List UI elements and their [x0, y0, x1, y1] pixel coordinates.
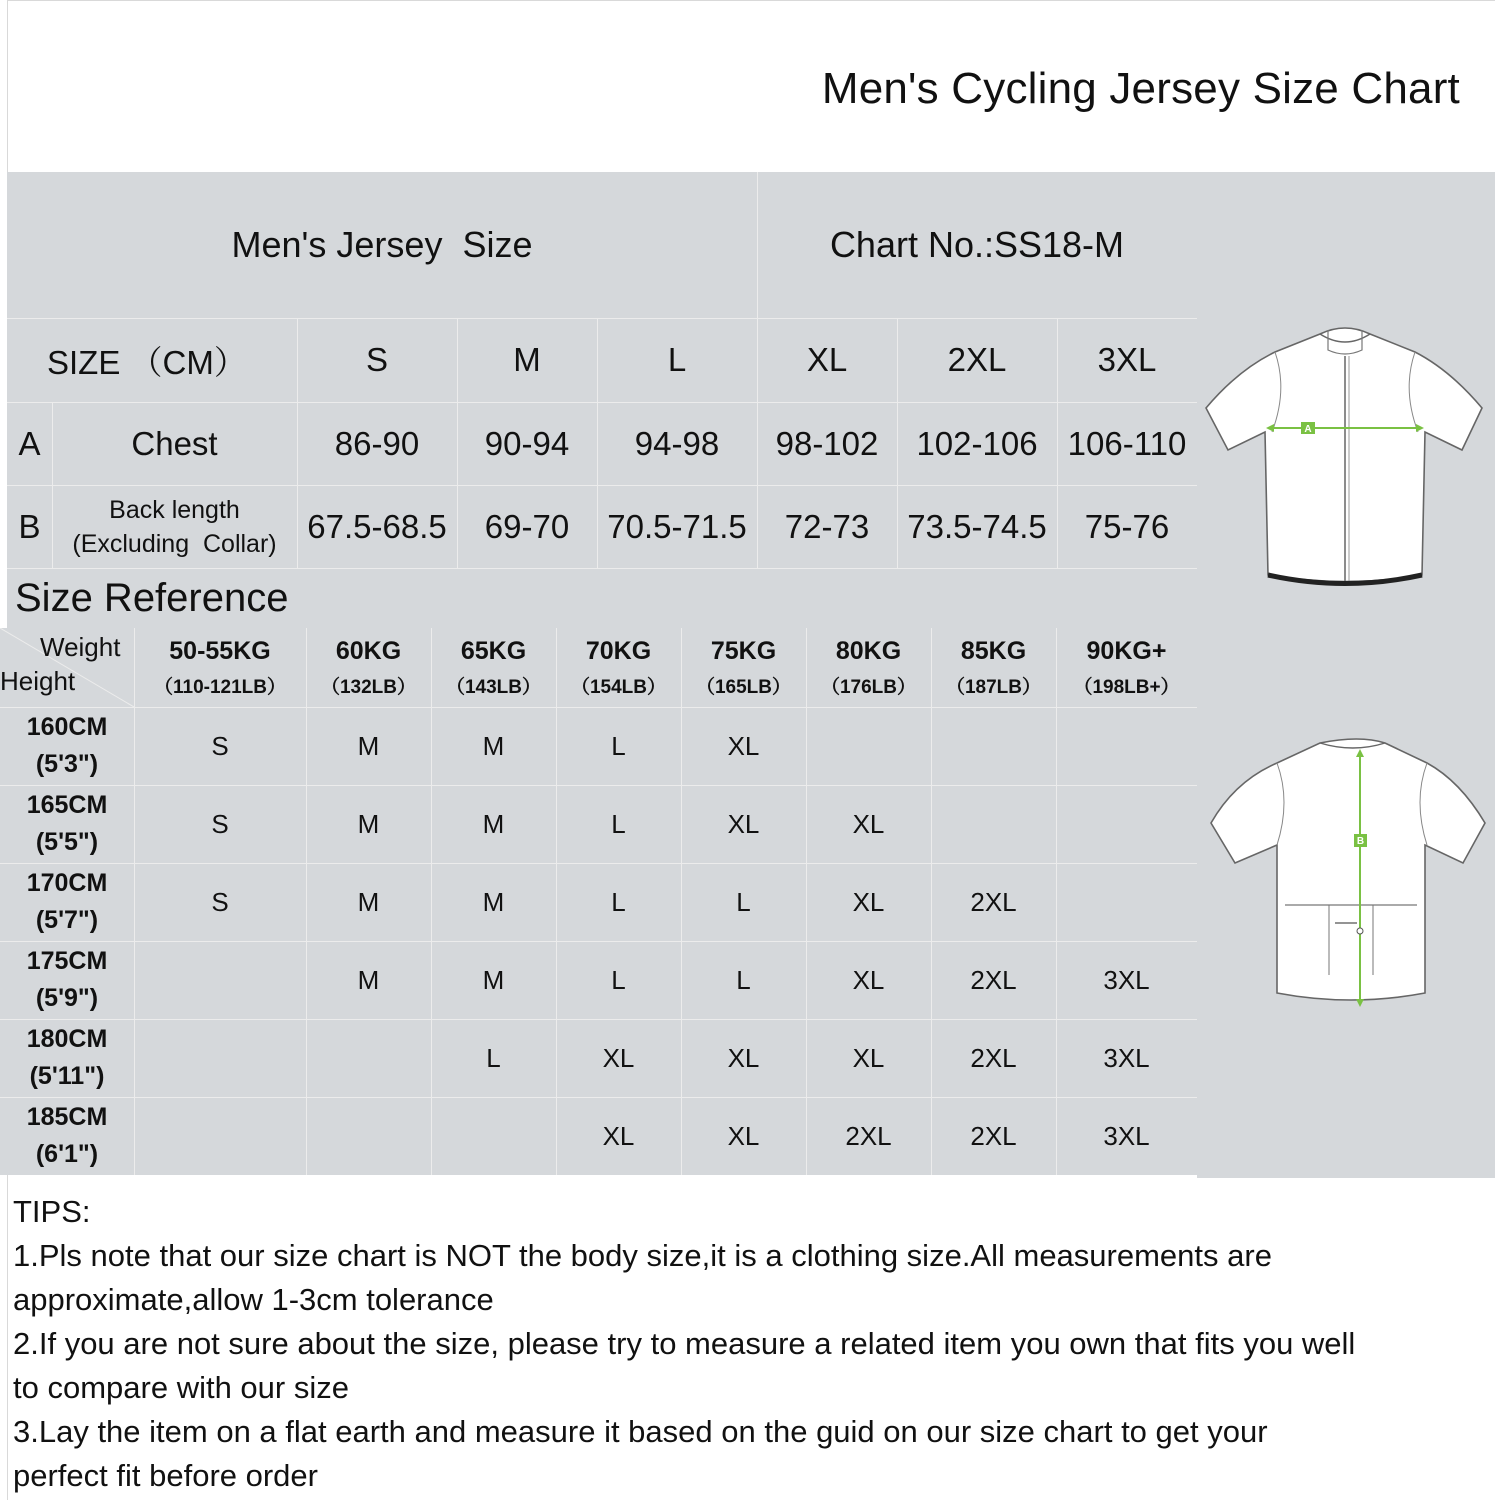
measure-value: 69-70	[484, 507, 570, 545]
weight-lb: （176LB）	[820, 676, 917, 698]
height-cm: 185CM	[26, 1103, 108, 1131]
tips-line: 3.Lay the item on a flat earth and measure it based on the guid on our size chart to get your	[13, 1414, 1268, 1449]
reference-size-cell: L	[611, 808, 626, 839]
reference-size-cell: L	[736, 886, 751, 917]
measure-label-line: (Excluding Collar)	[72, 529, 277, 558]
reference-size-cell: L	[611, 886, 626, 917]
reference-size-cell: XL	[852, 886, 885, 917]
reference-size-cell: M	[482, 808, 505, 839]
size-reference-title: Size Reference	[15, 575, 289, 620]
weight-lb: （110-121LB）	[153, 676, 286, 698]
jersey-front-diagram	[1200, 320, 1490, 595]
tips-line: approximate,allow 1-3cm tolerance	[13, 1282, 494, 1317]
reference-size-cell: L	[611, 964, 626, 995]
reference-size-cell: 2XL	[970, 886, 1017, 917]
reference-size-cell: 3XL	[1103, 1120, 1150, 1151]
reference-size-cell: S	[211, 808, 229, 839]
measure-value: 90-94	[484, 424, 570, 462]
grid-line	[7, 568, 1197, 569]
front-marker-label: A	[1304, 424, 1312, 435]
height-ft: (5'3")	[35, 750, 99, 778]
jersey-size-heading: Men's Jersey Size	[231, 224, 533, 265]
weight-kg: 85KG	[960, 636, 1027, 665]
reference-size-cell	[806, 707, 931, 785]
weight-header	[134, 628, 306, 707]
measure-value: 102-106	[916, 424, 1038, 462]
measure-value: 67.5-68.5	[307, 507, 447, 545]
reference-size-cell: M	[357, 808, 380, 839]
reference-size-cell: L	[486, 1042, 501, 1073]
height-cm: 180CM	[26, 1025, 108, 1053]
reference-size-cell: 2XL	[970, 1120, 1017, 1151]
weight-kg: 65KG	[460, 636, 527, 665]
measure-key: B	[18, 507, 41, 545]
weight-lb: （143LB）	[445, 676, 542, 698]
height-cm: 175CM	[26, 947, 108, 975]
tips-line: perfect fit before order	[13, 1458, 318, 1493]
reference-size-cell: M	[482, 730, 505, 761]
weight-lb: （132LB）	[320, 676, 417, 698]
weight-lb: （154LB）	[570, 676, 667, 698]
height-cm: 160CM	[26, 713, 108, 741]
reference-size-cell: L	[611, 730, 626, 761]
height-label	[0, 1097, 134, 1175]
reference-size-cell	[1056, 863, 1197, 941]
size-header: XL	[806, 341, 848, 378]
measure-value: 70.5-71.5	[607, 507, 747, 545]
reference-size-cell: S	[211, 730, 229, 761]
size-header: L	[667, 341, 687, 378]
weight-lb: （198LB+）	[1073, 676, 1180, 698]
measure-value: 72-73	[784, 507, 870, 545]
size-label: SIZE （CM）	[47, 343, 247, 381]
reference-size-cell: XL	[852, 964, 885, 995]
measure-value: 94-98	[634, 424, 720, 462]
reference-size-cell	[306, 1019, 431, 1097]
tips-line: 2.If you are not sure about the size, please try to measure a related item you own that fits you well	[13, 1326, 1356, 1361]
tips-line: to compare with our size	[13, 1370, 349, 1405]
reference-size-cell	[931, 707, 1056, 785]
reference-size-cell: 2XL	[970, 1042, 1017, 1073]
reference-size-cell: 2XL	[845, 1120, 892, 1151]
weight-header	[556, 628, 681, 707]
weight-header	[1056, 628, 1197, 707]
size-header: M	[513, 341, 541, 378]
reference-size-cell	[1056, 785, 1197, 863]
reference-size-cell: XL	[727, 1120, 760, 1151]
reference-size-cell: XL	[727, 730, 760, 761]
weight-kg: 75KG	[710, 636, 777, 665]
height-axis-label: Height	[0, 665, 76, 696]
measure-value: 106-110	[1067, 424, 1187, 462]
measure-value: 73.5-74.5	[907, 507, 1047, 545]
weight-kg: 50-55KG	[169, 636, 271, 665]
tips-line: 1.Pls note that our size chart is NOT the body size,it is a clothing size.All measurements are	[13, 1238, 1272, 1273]
weight-kg: 60KG	[335, 636, 402, 665]
reference-size-cell: XL	[602, 1042, 635, 1073]
reference-size-cell: XL	[852, 808, 885, 839]
page-title: Men's Cycling Jersey Size Chart	[821, 64, 1460, 113]
reference-size-cell: XL	[727, 1042, 760, 1073]
reference-size-cell: 3XL	[1103, 964, 1150, 995]
reference-size-cell: 2XL	[970, 964, 1017, 995]
measure-value: 98-102	[775, 424, 879, 462]
height-label	[0, 785, 134, 863]
reference-size-cell	[134, 1019, 306, 1097]
height-label	[0, 1019, 134, 1097]
weight-lb: （187LB）	[945, 676, 1042, 698]
reference-size-cell	[1056, 707, 1197, 785]
reference-size-cell	[431, 1097, 556, 1175]
height-cm: 170CM	[26, 869, 108, 897]
height-label	[0, 941, 134, 1019]
reference-size-cell: M	[482, 964, 505, 995]
tips-section	[13, 1190, 1493, 1498]
reference-size-cell: M	[357, 964, 380, 995]
reference-size-cell	[931, 785, 1056, 863]
reference-size-cell: L	[736, 964, 751, 995]
reference-size-cell: XL	[852, 1042, 885, 1073]
size-header: S	[365, 341, 388, 378]
reference-size-cell: XL	[727, 808, 760, 839]
height-ft: (5'11")	[29, 1062, 105, 1090]
height-cm: 165CM	[26, 791, 108, 819]
chart-number: Chart No.:SS18-M	[829, 224, 1125, 265]
weight-lb: （165LB）	[695, 676, 792, 698]
reference-size-cell: M	[357, 730, 380, 761]
weight-header	[431, 628, 556, 707]
height-ft: (6'1")	[35, 1140, 99, 1168]
weight-axis-label: Weight	[40, 631, 121, 662]
reference-size-cell: 3XL	[1103, 1042, 1150, 1073]
measure-value: 75-76	[1084, 507, 1170, 545]
reference-size-cell: S	[211, 886, 229, 917]
reference-size-cell	[134, 1097, 306, 1175]
jersey-back-diagram	[1205, 735, 1490, 1010]
reference-size-cell	[134, 941, 306, 1019]
measure-value: 86-90	[334, 424, 420, 462]
reference-size-cell: XL	[602, 1120, 635, 1151]
reference-size-cell: M	[357, 886, 380, 917]
weight-header	[306, 628, 431, 707]
reference-size-cell: M	[482, 886, 505, 917]
size-header: 3XL	[1097, 341, 1157, 378]
weight-kg: 80KG	[835, 636, 902, 665]
measure-label: Chest	[131, 424, 218, 462]
measure-label	[52, 485, 297, 568]
size-header: 2XL	[947, 341, 1007, 378]
reference-size-cell	[306, 1097, 431, 1175]
height-label	[0, 707, 134, 785]
height-label	[0, 863, 134, 941]
tips-title: TIPS:	[13, 1194, 91, 1229]
back-marker-label: B	[1356, 836, 1365, 847]
height-ft: (5'9")	[35, 984, 99, 1012]
weight-header	[806, 628, 931, 707]
height-ft: (5'7")	[35, 906, 99, 934]
weight-kg: 90KG+	[1086, 636, 1167, 665]
height-ft: (5'5")	[35, 828, 99, 856]
weight-header	[681, 628, 806, 707]
weight-header	[931, 628, 1056, 707]
weight-kg: 70KG	[585, 636, 652, 665]
measure-label-line: Back length	[109, 495, 240, 524]
measure-key: A	[18, 424, 41, 462]
